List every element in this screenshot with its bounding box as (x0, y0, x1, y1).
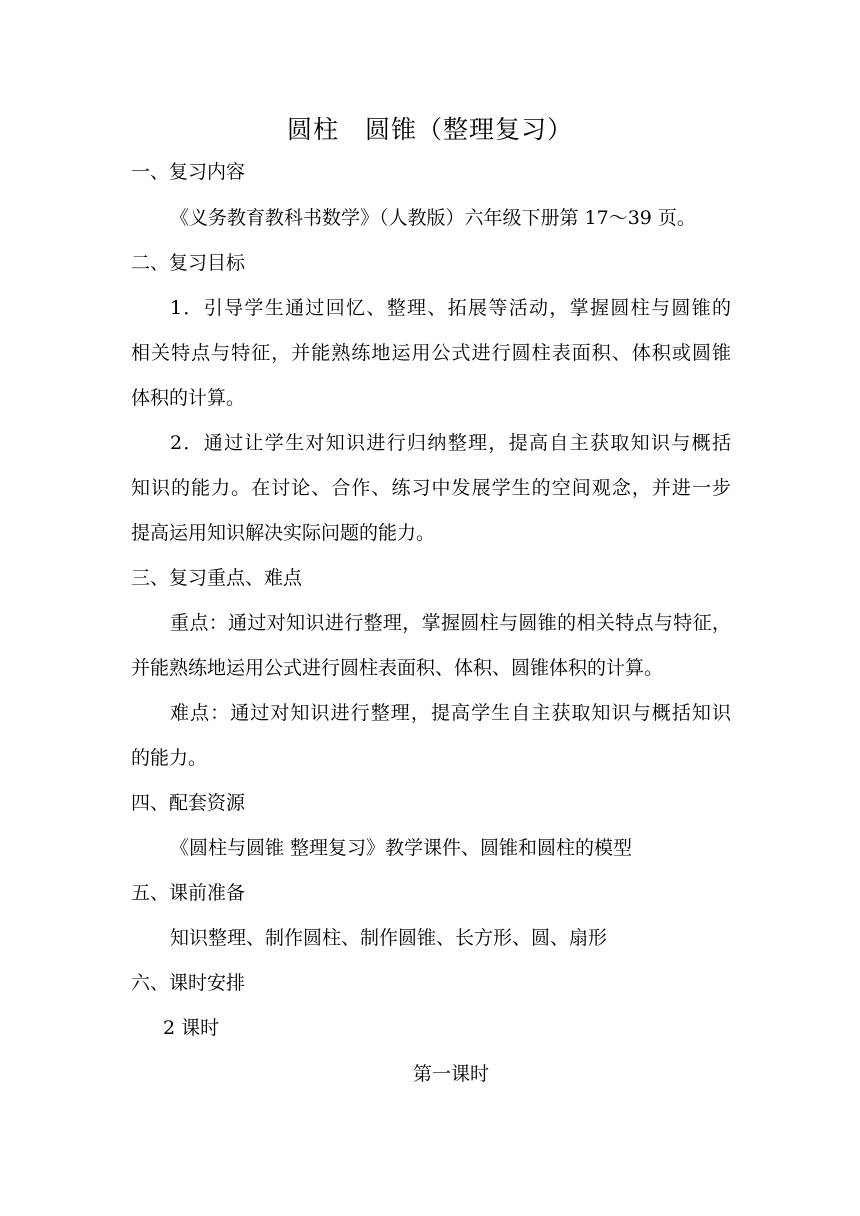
section-heading-content: 一、复习内容 (131, 161, 246, 183)
schedule-text: 2 课时 (163, 1017, 220, 1039)
section-heading-key-points: 三、复习重点、难点 (131, 567, 303, 589)
document-title: 圆柱 圆锥（整理复习） (286, 115, 573, 144)
section-heading-resources: 四、配套资源 (131, 792, 246, 814)
section-content-text: 《义务教育教科书数学》（人教版）六年级下册第 17～39 页。 (170, 207, 696, 229)
difficulty-line-2: 的能力。 (131, 747, 208, 769)
key-point-line-2: 并能熟练地运用公式进行圆柱表面积、体积、圆锥体积的计算。 (131, 657, 664, 679)
section-heading-schedule: 六、课时安排 (131, 972, 246, 994)
lesson-subheading: 第一课时 (412, 1063, 489, 1085)
resources-text: 《圆柱与圆锥 整理复习》教学课件、圆锥和圆柱的模型 (170, 837, 633, 859)
difficulty-line-1: 难点：通过对知识进行整理，提高学生自主获取知识与概括知识 (170, 702, 731, 724)
goal-1-line-2: 相关特点与特征，并能熟练地运用公式进行圆柱表面积、体积或圆锥 (131, 342, 731, 364)
preparation-text: 知识整理、制作圆柱、制作圆锥、长方形、圆、扇形 (170, 927, 608, 949)
goal-1-line-1: 1．引导学生通过回忆、整理、拓展等活动，掌握圆柱与圆锥的 (170, 297, 731, 319)
goal-1-line-3: 体积的计算。 (131, 387, 246, 409)
section-heading-goals: 二、复习目标 (131, 252, 246, 274)
key-point-line-1: 重点：通过对知识进行整理，掌握圆柱与圆锥的相关特点与特征， (170, 612, 731, 634)
goal-2-line-2: 知识的能力。在讨论、合作、练习中发展学生的空间观念，并进一步 (131, 477, 731, 499)
goal-2-line-3: 提高运用知识解决实际问题的能力。 (131, 522, 436, 544)
section-heading-preparation: 五、课前准备 (131, 882, 246, 904)
goal-2-line-1: 2．通过让学生对知识进行归纳整理，提高自主获取知识与概括 (170, 432, 731, 454)
